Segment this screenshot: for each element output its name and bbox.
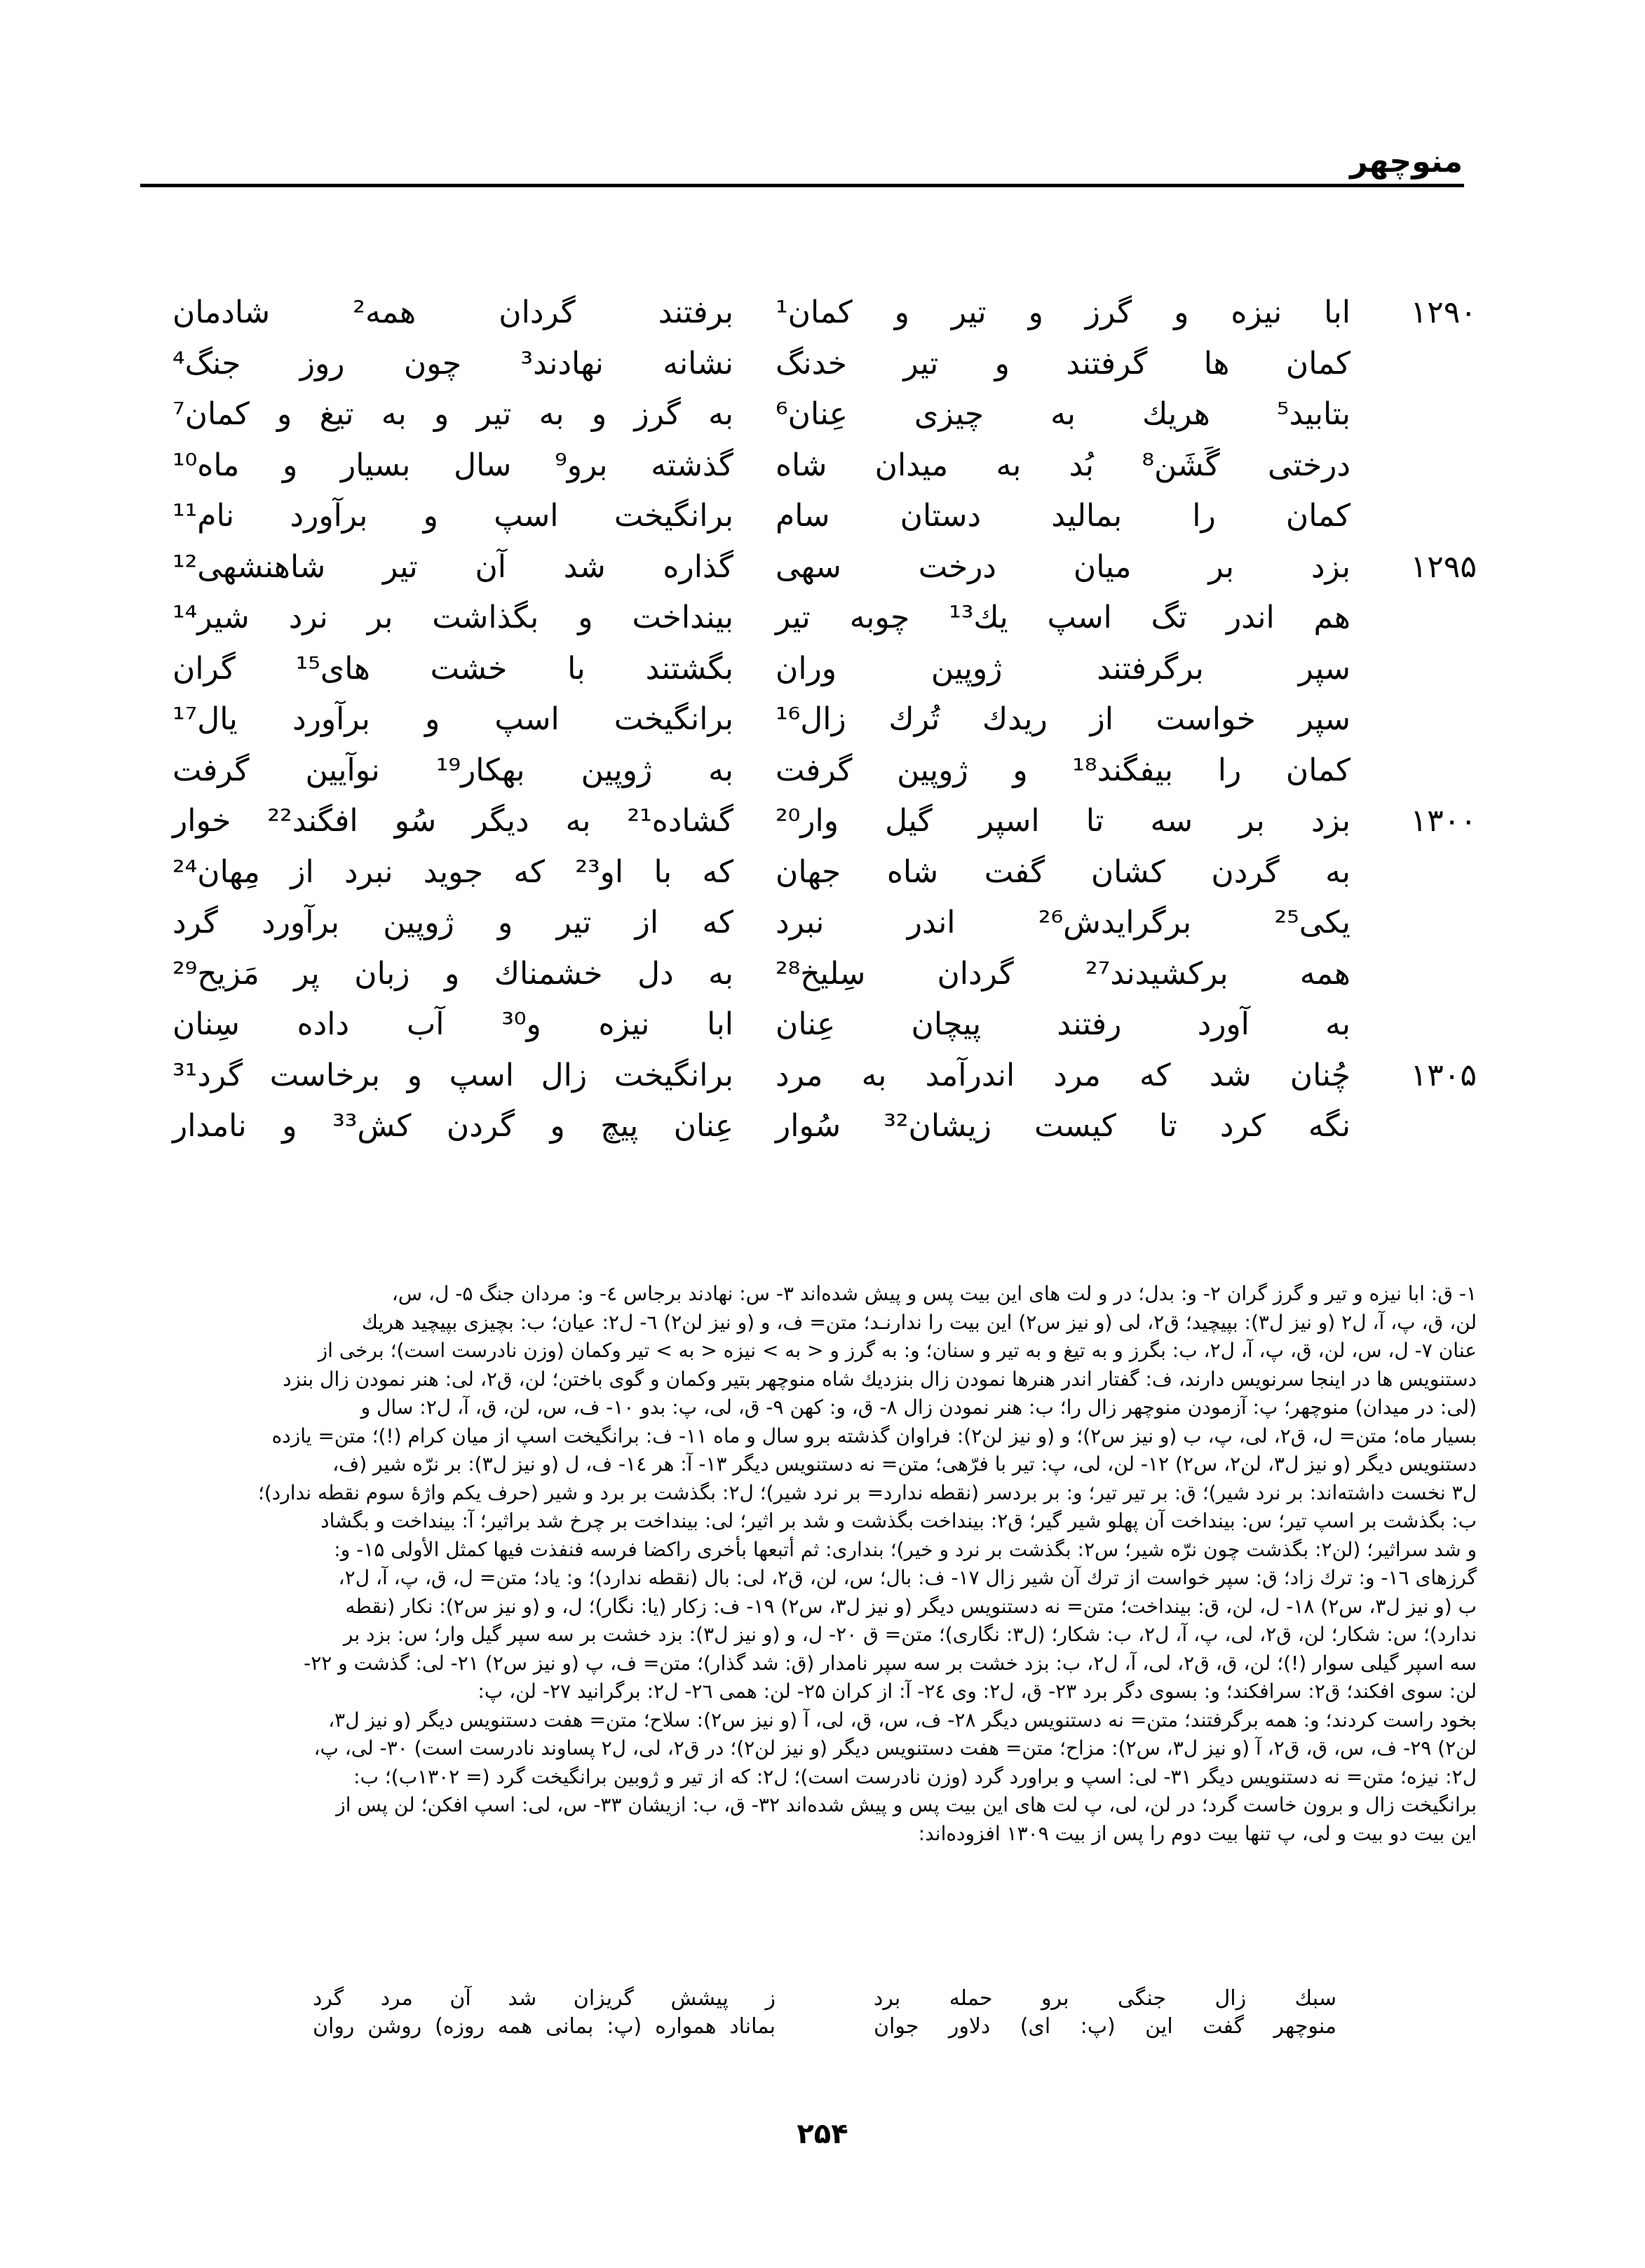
- hemistich: به گرز و به تیر و به تیغ و کمان⁷: [172, 396, 733, 432]
- verse-line: [172, 999, 733, 1051]
- added-verse-left: بماناد همواره (پ: بمانی همه روزه) روشن روان: [313, 2014, 776, 2039]
- hemistich: ابا نیزه و گرز و تیر و کمان¹: [776, 295, 1350, 330]
- footnote-line: ل۳ نخست داشته‌اند: بر نرد شیر)؛ ق: بر تیر تیر؛ و: بر بردسر (نقطه ندارد= بر نرد شیر)؛ ل۲: بگذشت بر برد و شیر (حرف یکم واژهٔ سوم نقطه ندارد)؛: [257, 1480, 1477, 1504]
- added-verse: [313, 2013, 1336, 2041]
- footnote-line: بسیار ماه؛ متن= ل، ق۲، لی، پ، ب (و نیز س۲)؛ و (و نیز لن۲): فراوان گذشته برو سال و ماه ۱۱- ف: برانگیخت اسپ از میان کرام (!)؛ متن= یازده: [271, 1424, 1477, 1447]
- page-number: ۲۵۴: [797, 2118, 848, 2150]
- footnote-line: ل۲: نیزه؛ متن= نه دستنویس دیگر ۳۱- لی: اسپ و براورد گرد (وزن نادرست است)؛ ل۲: که از تیر و ژوبین برانگیخت گرد (= ۱۳۰۲ب)؛ ب:: [353, 1764, 1477, 1788]
- verse-line: [172, 542, 733, 593]
- verse-line: [776, 339, 1477, 390]
- poem-left-column: [172, 288, 733, 1152]
- header-rule: [140, 184, 1464, 187]
- hemistich: برانگیخت زال اسپ و برخاست گرد³¹: [172, 1057, 733, 1093]
- verse-line: [172, 440, 733, 492]
- verse-line: [172, 593, 733, 644]
- added-verse-right: منوچهر گفت این (پ: ای) دلاور جوان: [874, 2014, 1336, 2039]
- hemistich: گذشته برو⁹ سال بسیار و ماه¹⁰: [172, 447, 733, 483]
- verse-line: [172, 898, 733, 949]
- verse-line: [776, 644, 1477, 695]
- footnote-line: برانگیخت زال و برون خاست گرد؛ در لن، لی، پ لت های این بیت پس و پیش شده‌اند ۳۲- ق، ب: ازیشان ۳۳- س، لی: اسپ افکن؛ لن پس از: [336, 1793, 1477, 1816]
- poem-right-column: [776, 288, 1477, 1152]
- verse-line: [776, 745, 1477, 797]
- hemistich: ابا نیزه و³⁰ آب داده سِنان: [172, 1006, 733, 1042]
- verse-line: [172, 389, 733, 440]
- footnotes: [172, 1280, 1477, 1848]
- hemistich: به آورد رفتند پیچان عِنان: [776, 1006, 1350, 1042]
- verse-line: [172, 745, 733, 797]
- verse-line: [776, 440, 1477, 492]
- verse-line: [172, 847, 733, 898]
- verse-line: [776, 898, 1477, 949]
- footnote-line: این بیت دو بیت و لی، پ تنها بیت دوم را پس از بیت ۱۳۰۹ افزوده‌اند:: [918, 1821, 1477, 1845]
- verse-number: ۱۳۰۵: [1410, 1057, 1477, 1093]
- verse-line: [172, 339, 733, 390]
- verse-line: [776, 593, 1477, 644]
- added-verse-right: سبك زال جنگی برو حمله برد: [874, 1986, 1336, 2011]
- hemistich: که با او²³ که جوید نبرد از مِهان²⁴: [172, 853, 733, 890]
- verse-line: [172, 644, 733, 695]
- verse-line: [776, 491, 1477, 542]
- footnote-line: بخود راست کردند؛ و: همه برگرفتند؛ متن= نه دستنویس دیگر ۲۸- ف، س، ق، لی، آ (و نیز س۲): سلاح؛ متن= هفت دستنویس دیگر (و نیز ل۳،: [328, 1708, 1477, 1732]
- hemistich: یکی²⁵ برگرایدش²⁶ اندر نبرد: [776, 905, 1350, 940]
- hemistich: بگشتند با خشت های¹⁵ گران: [172, 650, 734, 687]
- verse-number: ۱۳۰۰: [1410, 803, 1477, 839]
- running-title: منوچهر: [1350, 144, 1463, 180]
- hemistich: همه برکشیدند²⁷ گردان سِلیخ²⁸: [776, 955, 1350, 992]
- hemistich: برانگیخت اسپ و برآورد یال¹⁷: [172, 701, 733, 737]
- hemistich: بزد بر میان درخت سهی: [776, 548, 1350, 585]
- hemistich: به گردن کشان گفت شاه جهان: [776, 853, 1350, 890]
- added-verse-left: ز پیشش گریزان شد آن مرد گرد: [313, 1986, 776, 2011]
- footnote-line: لن: سوی افکند؛ ق۲: سرافکند؛ و: بسوی دگر برد ۲۳- ق، ل۲: وی ۲٤- آ: از کران ۲۵- لن: همی ۲٦- ل۲: برگرانید ۲۷- لن، پ:: [478, 1680, 1477, 1703]
- hemistich: به دل خشمناك و زبان پر مَزیح²⁹: [172, 955, 733, 992]
- verse-line: [776, 847, 1477, 898]
- hemistich: سپر خواست از ریدك تُرك زال¹⁶: [776, 701, 1350, 737]
- verse-line: [172, 796, 733, 847]
- footnote-line: دستنویس ها در اینجا سرنویس دارند، ف: گفتار اندر هنرها نمودن زال بنزدیك شاه منوچهر بتیر وکمان و گوی باختن؛ لن، ق۲، لی: هنر نمودن زال بنزد: [283, 1367, 1477, 1391]
- verse-line: [776, 694, 1477, 745]
- footnote-line: گرزهای ۱٦- و: ترك زاد؛ ق: سپر خواست از ترك آن شیر زال ۱۷- ف: بال؛ س، لن، ق۲، لی: بال (نقطه ندارد)؛ و: یاد؛ متن= ل، ق، پ، آ، ل۲،: [338, 1566, 1477, 1589]
- hemistich: کمان را بیفگند¹⁸ و ژوپین گرفت: [776, 752, 1350, 788]
- footnote-line: عنان ۷- ل، س، لن، ق، پ، آ، ل۲، ب: بگرز و به تیغ و به تیر و سنان؛ و: به گرز و < به > نیزه < به > تیر وکمان (وزن نادرست است)؛ برخی از: [318, 1339, 1477, 1362]
- verse-line: [172, 288, 733, 339]
- verse-number: ۱۲۹۵: [1410, 548, 1477, 585]
- verse-line: [776, 389, 1477, 440]
- verse-line: [172, 491, 733, 542]
- verse-number: ۱۲۹۰: [1410, 295, 1477, 330]
- verse-line: [776, 949, 1477, 1000]
- added-verse: [313, 1985, 1336, 2013]
- hemistich: برانگیخت اسپ و برآورد نام¹¹: [172, 498, 733, 534]
- hemistich: که از تیر و ژوپین برآورد گرد: [172, 905, 733, 940]
- hemistich: هم اندر تگ اسپ یك¹³ چوبه تیر: [776, 600, 1351, 635]
- verse-line: [776, 1051, 1477, 1102]
- hemistich: گذاره شد آن تیر شاهنشهی¹²: [172, 548, 733, 585]
- hemistich: به ژوپین بهکار¹⁹ نوآیین گرفت: [172, 752, 733, 788]
- hemistich: عِنان پیچ و گردن کش³³ و نامدار: [172, 1108, 733, 1144]
- verse-line: [172, 1051, 733, 1102]
- hemistich: برفتند گردان همه² شادمان: [172, 295, 734, 330]
- poem-body: [172, 288, 1477, 1199]
- hemistich: بزد بر سه تا اسپر گیل وار²⁰: [776, 803, 1350, 839]
- footnote-line: ب: بگذشت بر اسپ تیر؛ س: بینداخت آن پهلو شیر گیر؛ ق۲: بینداخت بگذشت و شد بر اثیر؛ لی: بینداخت بر چرخ شد براثیر؛ آ: بینداخت و بگشاد: [320, 1509, 1477, 1532]
- verse-line: [172, 949, 733, 1000]
- verse-line: [776, 796, 1477, 847]
- footnote-line: ب (و نیز ل۳، س۲) ۱۸- ل، لن، ق: بینداخت؛ متن= نه دستنویس دیگر (و نیز ل۳، س۲) ۱۹- ف: زکار (یا: نگار)؛ ل، و (و نیز س۲): نکار (نقطه: [345, 1594, 1477, 1618]
- verse-line: [172, 1101, 733, 1152]
- hemistich: چُنان شد که مرد اندرآمد به مرد: [776, 1057, 1350, 1093]
- hemistich: گشاده²¹ به دیگر سُو افگند²² خوار: [172, 803, 733, 839]
- footnote-line: (لی: در میدان) منوچهر؛ پ: آزمودن منوچهر زال را؛ ب: هنر نمودن زال ۸- ق، و: کهن ۹- ق، لی، پ: بدو ۱۰- ف، س، لن، ق، آ، ل۲: سال و: [360, 1396, 1477, 1419]
- footnote-line: دستنویس دیگر (و نیز ل۳، لن۲، س۲) ۱۲- لن، لی، پ: تیر با فرّهی؛ متن= نه دستنویس دیگر ۱۳- آ: هر ١٤- ف، ل (و نیز ل۳): بر نرّه شیر (ف،: [332, 1452, 1477, 1476]
- hemistich: کمان ها گرفتند و تیر خدنگ: [776, 345, 1350, 382]
- hemistich: درختی گَشَن⁸ بُد به میدان شاه: [776, 447, 1350, 483]
- hemistich: سپر برگرفتند ژوپین وران: [776, 650, 1350, 687]
- hemistich: بینداخت و بگذاشت بر نرد شیر¹⁴: [172, 600, 733, 635]
- hemistich: کمان را بمالید دستان سام: [776, 498, 1350, 534]
- footnote-line: لن، ق، پ، آ، ل۲ (و نیز ل۳): بپیچید؛ ق۲، لی (و نیز س۲) این بیت را ندارنـد؛ متن= ف، و (و نیز لن۲) ٦- ل۲: عیان؛ ب: بچیزی بپیچید هریك: [361, 1310, 1477, 1334]
- footnote-line: و شد سراثیر؛ (لن۲: بگذشت چون نرّه شیر؛ س۲: بگذشت بر نرد و خیر)؛ بنداری: ثم أتبعها بأخری راکضا فرسه فنفذت فیها کمثل الأولی ۱۵- و:: [334, 1537, 1477, 1561]
- hemistich: نگه کرد تا کیست زیشان³² سُوار: [776, 1108, 1350, 1144]
- footnote-line: لن۲) ۲۹- ف، س، ق، ق۲، آ (و نیز ل۳، س۲): مزاح؛ متن= هفت دستنویس دیگر (و نیز لن۲)؛ در ق۲، لی، ل۲ پساوند نادرست است) ۳۰- لی، پ،: [313, 1736, 1477, 1760]
- verse-line: [776, 1101, 1477, 1152]
- footnote-line: ۱- ق: ابا نیزه و تیر و گرز گران ۲- و: بدل؛ در و لت های این بیت پس و پیش شده‌اند ۳- س: نهادند برجاس ٤- و: مردان جنگ ۵- ل، س،: [391, 1282, 1477, 1305]
- verse-line: [776, 542, 1477, 593]
- verse-line: [172, 694, 733, 745]
- footnote-line: سه اسپر گیلی سوار (!)؛ لن، ق، ق۲، لی، آ، ل۲، ب: بزد خشت بر سه سپر نامدار (ق: شد گذار)؛ متن= ف، پ (و نیز س۲) ۲۱- لی: گذشت و ۲۲-: [304, 1651, 1477, 1675]
- verse-line: [776, 288, 1477, 339]
- hemistich: بتابید⁵ هریك به چیزی عِنان⁶: [776, 396, 1350, 432]
- verse-line: [776, 999, 1477, 1051]
- added-verses: [313, 1985, 1336, 2041]
- footnote-line: ندارد)؛ س: شکار؛ لن، ق۲، لی، پ، آ، ل۲، ب: شکار؛ (ل۳: نگاری)؛ متن= ق ۲۰- ل، و (و نیز ل۳): بزد خشت بر سه سپر گیل وار؛ س: بزد بر: [343, 1623, 1477, 1646]
- hemistich: نشانه نهادند³ چون روز جنگ⁴: [172, 345, 733, 382]
